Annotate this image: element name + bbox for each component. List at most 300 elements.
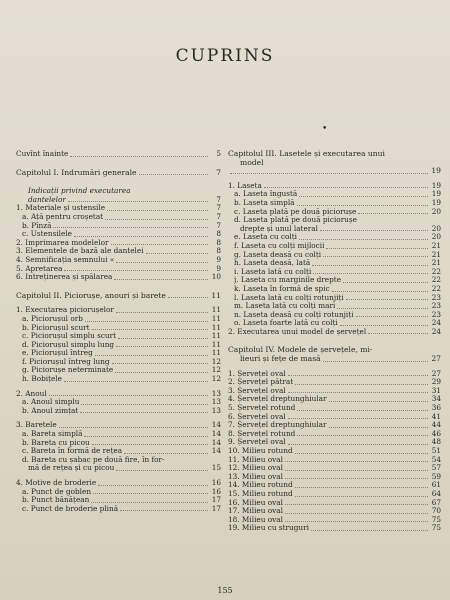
- toc-page-number: 10: [211, 272, 221, 282]
- toc-entry-title: a. Piciorușul orb: [22, 314, 83, 323]
- toc-entry-title: 2. Imprimarea modelelor: [16, 238, 109, 247]
- dot-leader: [295, 453, 428, 454]
- dot-leader: [356, 316, 428, 317]
- toc-entry-title: 5. Apretarea: [16, 264, 63, 273]
- toc-entry-title: 1. Executarea piciorușelor: [16, 306, 114, 315]
- dot-leader: [64, 270, 208, 271]
- dot-leader: [323, 256, 428, 257]
- dot-leader: [358, 213, 428, 214]
- dot-leader: [230, 173, 428, 174]
- toc-entry: [228, 430, 441, 439]
- dot-leader: [320, 230, 428, 231]
- toc-entry-title: 13. Milieu oval: [228, 472, 283, 481]
- toc-entry: [16, 407, 221, 416]
- toc-page-number: 61: [431, 480, 441, 490]
- toc-page-number: 19: [431, 197, 441, 207]
- dot-leader: [299, 239, 428, 240]
- toc-entry-title: 7. Șervețel dreptunghiular: [228, 421, 327, 430]
- toc-entry-title: b. Punct bănățean: [22, 496, 90, 505]
- toc-entry: [16, 439, 221, 448]
- toc-entry-title: Cuvînt înainte: [16, 150, 69, 158]
- toc-entry: [16, 247, 221, 256]
- toc-entry-title: Capitolul II. Piciorușe, anouri și barete: [16, 291, 166, 300]
- toc-page-number: 34: [431, 394, 441, 404]
- toc-entry-title: model: [240, 158, 264, 167]
- toc-entry: [228, 499, 441, 508]
- toc-entry: [228, 159, 441, 168]
- toc-right-column: [228, 150, 441, 533]
- dot-leader: [326, 248, 428, 249]
- toc-page-number: 11: [211, 331, 221, 341]
- toc-entry: [16, 349, 221, 358]
- toc-page-number: 51: [431, 446, 441, 455]
- toc-entry-title: 4. Șervețel dreptunghiular: [228, 395, 327, 404]
- toc-entry-title: g. Laseta deasă cu colți: [234, 250, 322, 259]
- toc-entry-title: f. Piciorușul întreg lung: [22, 357, 110, 366]
- toc-left-column: [16, 150, 221, 513]
- toc-page-number: 7: [216, 194, 221, 204]
- dot-leader: [288, 375, 428, 376]
- toc-entry-title: 4. Semnificația semnului «: [16, 255, 115, 264]
- page-speck: •: [322, 124, 328, 134]
- toc-page-number: 13: [211, 397, 221, 407]
- toc-entry-title: 3. Baretele: [16, 421, 57, 430]
- toc-entry-title: a. Laseta îngustă: [234, 190, 298, 199]
- dot-leader: [329, 401, 429, 402]
- dot-leader: [68, 201, 208, 202]
- dot-leader: [285, 504, 428, 505]
- toc-entry-title: 11. Milieu oval: [228, 455, 283, 464]
- toc-entry: [228, 150, 441, 159]
- toc-entry-title: h. Laseta deasă, lată: [234, 259, 311, 268]
- toc-page-number: 31: [431, 385, 441, 395]
- toc-entry: [228, 225, 441, 234]
- toc-entry-title: f. Laseta cu colți mijlocii: [234, 241, 325, 250]
- toc-entry-title: l. Laseta lată cu colți rotunjiți: [234, 293, 344, 302]
- toc-page-number: 11: [211, 305, 221, 315]
- toc-entry-title: mă de rețea și cu picou: [28, 464, 115, 473]
- toc-entry-title: i. Laseta lată cu colți: [234, 267, 312, 276]
- toc-page-number: 24: [431, 326, 441, 336]
- toc-entry: [16, 196, 221, 205]
- dot-leader: [93, 493, 208, 494]
- toc-entry: [16, 421, 221, 430]
- toc-entry: [228, 216, 441, 225]
- toc-entry: [16, 479, 221, 488]
- toc-page-number: 23: [431, 292, 441, 302]
- toc-entry-title: 14. Milieu rotund: [228, 481, 293, 490]
- toc-entry-title: drepte și unul lateral: [240, 224, 318, 233]
- toc-page-number: 11: [211, 348, 221, 358]
- toc-page-number: 12: [211, 374, 221, 384]
- toc-entry-title: c. Ustensilele: [22, 230, 72, 239]
- toc-entry-title: 17. Milieu oval: [228, 507, 283, 516]
- dot-leader: [288, 444, 428, 445]
- toc-entry: [228, 355, 441, 364]
- toc-entry: [228, 311, 441, 320]
- dot-leader: [115, 372, 208, 373]
- dot-leader: [81, 404, 208, 405]
- toc-entry-title: a. Punct de goblen: [22, 487, 92, 496]
- toc-page-number: 23: [431, 309, 441, 319]
- dot-leader: [288, 418, 428, 419]
- dot-leader: [64, 381, 208, 382]
- toc-page-number: 20: [431, 206, 441, 216]
- toc-entry: [16, 150, 221, 159]
- toc-entry: [16, 169, 221, 178]
- toc-entry: [228, 268, 441, 277]
- toc-page-number: 46: [431, 428, 441, 438]
- dot-leader: [49, 395, 208, 396]
- dot-leader: [111, 244, 209, 245]
- toc-page-number: 75: [431, 514, 441, 524]
- toc-entry: [16, 505, 221, 514]
- toc-entry: [228, 328, 441, 337]
- toc-entry: [16, 204, 221, 213]
- toc-entry: [16, 464, 221, 473]
- dot-leader: [295, 384, 428, 385]
- dot-leader: [337, 308, 428, 309]
- toc-page-number: 24: [431, 318, 441, 328]
- toc-entry-title: a. Anoul simplu: [22, 398, 80, 407]
- toc-page-number: 9: [216, 254, 221, 264]
- toc-page-number: 15: [211, 463, 221, 473]
- toc-entry: [228, 167, 441, 176]
- toc-entry-title: Indicații privind executarea: [28, 187, 131, 196]
- toc-page-number: 11: [211, 322, 221, 332]
- toc-page-number: 16: [211, 486, 221, 496]
- toc-entry-title: 9. Șervețel oval: [228, 438, 286, 447]
- dot-leader: [168, 297, 208, 298]
- dot-leader: [114, 279, 208, 280]
- toc-entry-title: 2. Executarea unui model de șervețel: [228, 327, 367, 336]
- toc-page-number: 67: [431, 497, 441, 507]
- toc-entry: [228, 259, 441, 268]
- toc-entry: [16, 456, 221, 465]
- dot-leader: [340, 325, 428, 326]
- dot-leader: [85, 321, 208, 322]
- toc-page-number: 9: [216, 263, 221, 273]
- dot-leader: [116, 312, 208, 313]
- toc-entry-title: 5. Șervețel rotund: [228, 404, 296, 413]
- toc-entry: [228, 199, 441, 208]
- toc-entry-title: 12. Milieu oval: [228, 464, 283, 473]
- toc-page-number: 19: [431, 189, 441, 199]
- toc-entry-title: 1. Laseta: [228, 181, 262, 190]
- toc-page-number: 7: [216, 203, 221, 213]
- toc-entry: [16, 390, 221, 399]
- toc-page-number: 23: [431, 301, 441, 311]
- toc-page-number: 19: [431, 180, 441, 190]
- toc-page-number: 19: [431, 166, 441, 176]
- toc-entry-title: o. Laseta foarte lată cu colți: [234, 319, 338, 328]
- toc-page-number: 7: [216, 211, 221, 221]
- toc-entry: [228, 294, 441, 303]
- dot-leader: [323, 361, 428, 362]
- toc-page-number: 7: [216, 220, 221, 230]
- toc-entry-title: Capitolul III. Lasetele și executarea unui: [228, 150, 385, 158]
- toc-page-number: 57: [431, 463, 441, 473]
- toc-page-number: 8: [216, 246, 221, 256]
- toc-page-number: 13: [211, 405, 221, 415]
- toc-entry-title: e. Laseta cu colți: [234, 233, 298, 242]
- dot-leader: [285, 521, 428, 522]
- toc-page-number: 11: [211, 313, 221, 323]
- toc-entry-title: g. Piciorușe neterminate: [22, 366, 114, 375]
- dot-leader: [95, 355, 208, 356]
- dot-leader: [297, 410, 428, 411]
- toc-page-number: 27: [431, 368, 441, 378]
- toc-page-number: 7: [216, 167, 221, 177]
- dot-leader: [74, 236, 208, 237]
- dot-leader: [295, 496, 428, 497]
- toc-entry: [228, 276, 441, 285]
- dot-leader: [297, 205, 428, 206]
- toc-entry: [16, 430, 221, 439]
- toc-entry-title: 1. Materiale și ustensile: [16, 204, 106, 213]
- toc-entry-title: b. Piciorușul scurt: [22, 323, 90, 332]
- toc-page-number: 54: [431, 454, 441, 464]
- toc-entry-title: b. Laseta simplă: [234, 198, 295, 207]
- toc-page-number: 17: [211, 495, 221, 505]
- toc-entry: [228, 481, 441, 490]
- toc-entry-title: a. Ață pentru croșetat: [22, 212, 104, 221]
- toc-entry-title: c. Bareta în formă de rețea: [22, 447, 123, 456]
- toc-page-number: 16: [211, 478, 221, 487]
- toc-page-number: 20: [431, 232, 441, 242]
- dot-leader: [285, 470, 428, 471]
- toc-page-number: 11: [211, 290, 221, 300]
- toc-entry-title: 4. Motive de broderie: [16, 479, 97, 487]
- toc-entry-title: n. Laseta deasă cu colți rotunjiți: [234, 310, 354, 319]
- toc-entry: [228, 456, 441, 465]
- dot-leader: [92, 444, 208, 445]
- dot-leader: [368, 333, 428, 334]
- toc-entry-title: b. Bareta cu picou: [22, 438, 90, 447]
- toc-entry: [16, 375, 221, 384]
- toc-entry: [16, 239, 221, 248]
- toc-entry-title: c. Piciorușul simplu scurt: [22, 332, 117, 341]
- dot-leader: [299, 196, 428, 197]
- toc-page-number: 21: [431, 240, 441, 250]
- toc-entry-title: c. Laseta plată pe două piciorușe: [234, 207, 357, 216]
- dot-leader: [92, 329, 208, 330]
- toc-entry: [228, 387, 441, 396]
- toc-page-number: 12: [211, 365, 221, 375]
- toc-entry-title: lieuri și fețe de masă: [240, 355, 321, 364]
- toc-entry-title: m. Laseta lată cu colți mari: [234, 302, 336, 311]
- toc-entry-title: 3. Elementele de bază ale dantelei: [16, 247, 144, 256]
- toc-entry: [228, 438, 441, 447]
- toc-page-number: 59: [431, 471, 441, 481]
- dot-leader: [98, 485, 208, 486]
- toc-entry: [228, 208, 441, 217]
- toc-entry: [228, 242, 441, 251]
- toc-entry: [228, 233, 441, 242]
- toc-entry-title: d. Piciorușul simplu lung: [22, 340, 115, 349]
- toc-entry: [16, 332, 221, 341]
- toc-entry: [228, 319, 441, 328]
- toc-page-number: 70: [431, 506, 441, 516]
- toc-entry: [16, 366, 221, 375]
- toc-entry-title: dantelelor: [28, 195, 66, 204]
- page-number: 155: [217, 586, 233, 595]
- toc-entry-title: b. Pînză: [22, 221, 52, 230]
- toc-entry-title: 16. Milieu oval: [228, 498, 283, 507]
- toc-entry: [16, 324, 221, 333]
- dot-leader: [139, 174, 208, 175]
- toc-entry-title: 10. Milieu rotund: [228, 447, 293, 455]
- dot-leader: [146, 253, 208, 254]
- toc-entry: [228, 346, 441, 355]
- toc-page-number: 20: [431, 223, 441, 233]
- dot-leader: [295, 487, 428, 488]
- toc-entry: [228, 285, 441, 294]
- dot-leader: [343, 282, 428, 283]
- dot-leader: [288, 392, 428, 393]
- toc-page-number: 48: [431, 437, 441, 447]
- toc-entry-title: a. Bareta simplă: [22, 430, 83, 439]
- toc-page-number: 44: [431, 420, 441, 430]
- toc-entry: [16, 447, 221, 456]
- toc-page-number: 64: [431, 488, 441, 498]
- toc-entry: [16, 496, 221, 505]
- toc-entry: [16, 187, 221, 196]
- toc-page-number: 22: [431, 266, 441, 276]
- toc-page-number: 41: [431, 411, 441, 421]
- toc-entry-title: 2. Anoul: [16, 389, 47, 398]
- dot-leader: [285, 478, 428, 479]
- toc-entry-title: e. Piciorușul întreg: [22, 349, 93, 358]
- toc-page-number: 36: [431, 403, 441, 413]
- toc-page-number: 8: [216, 237, 221, 247]
- dot-leader: [70, 156, 208, 157]
- toc-entry: [16, 265, 221, 274]
- toc-entry-title: d. Laseta plată pe două piciorușe: [234, 216, 357, 225]
- toc-page-number: 21: [431, 258, 441, 268]
- toc-page-number: 5: [216, 149, 221, 158]
- dot-leader: [112, 363, 208, 364]
- toc-page-number: 22: [431, 283, 441, 293]
- toc-entry-title: k. Laseta în formă de spic: [234, 284, 330, 293]
- dot-leader: [116, 470, 208, 471]
- dot-leader: [329, 427, 429, 428]
- toc-entry: [228, 507, 441, 516]
- toc-entry-title: b. Anoul zimțat: [22, 406, 79, 415]
- toc-entry: [228, 395, 441, 404]
- toc-page-number: 14: [211, 437, 221, 447]
- dot-leader: [124, 453, 208, 454]
- toc-page-number: 11: [211, 339, 221, 349]
- dot-leader: [107, 210, 208, 211]
- dot-leader: [105, 219, 208, 220]
- toc-entry-title: c. Punct de broderie plină: [22, 504, 119, 513]
- toc-entry: [228, 421, 441, 430]
- toc-page-number: 29: [431, 377, 441, 387]
- toc-entry: [16, 315, 221, 324]
- toc-entry: [228, 490, 441, 499]
- toc-page-number: 75: [431, 523, 441, 533]
- toc-entry-title: 2. Șervețel pătrat: [228, 378, 294, 387]
- toc-entry-title: 6. Întreținerea și spălarea: [16, 273, 113, 282]
- toc-entry: [16, 213, 221, 222]
- toc-page-number: 14: [211, 420, 221, 430]
- toc-entry-title: d. Bareta cu șabac pe două fire, în for-: [22, 455, 165, 464]
- toc-page-number: 17: [211, 503, 221, 513]
- toc-entry: [228, 447, 441, 456]
- toc-entry: [16, 358, 221, 367]
- dot-leader: [91, 502, 208, 503]
- toc-entry: [228, 182, 441, 191]
- dot-leader: [53, 227, 208, 228]
- toc-entry: [228, 413, 441, 422]
- toc-entry: [16, 256, 221, 265]
- toc-entry: [16, 306, 221, 315]
- toc-entry-title: Capitolul I. Îndrumări generale: [16, 168, 137, 177]
- dot-leader: [312, 265, 428, 266]
- toc-entry: [16, 230, 221, 239]
- dot-leader: [84, 436, 208, 437]
- toc-entry-title: j. Laseta cu marginile drepte: [234, 276, 342, 285]
- toc-entry: [228, 302, 441, 311]
- dot-leader: [311, 530, 428, 531]
- toc-entry: [228, 516, 441, 525]
- toc-entry: [228, 378, 441, 387]
- toc-page-number: 22: [431, 275, 441, 285]
- toc-entry: [16, 292, 221, 301]
- dot-leader: [332, 291, 428, 292]
- toc-entry: [228, 473, 441, 482]
- page-title: CUPRINS: [175, 46, 275, 66]
- dot-leader: [285, 513, 428, 514]
- toc-entry: [228, 404, 441, 413]
- dot-leader: [264, 187, 428, 188]
- toc-entry: [16, 222, 221, 231]
- toc-entry-title: h. Bobițele: [22, 375, 63, 384]
- dot-leader: [297, 435, 428, 436]
- dot-leader: [116, 346, 208, 347]
- toc-entry: [228, 464, 441, 473]
- toc-entry-title: 3. Șervețel oval: [228, 386, 286, 395]
- dot-leader: [313, 273, 428, 274]
- toc-page-number: 14: [211, 446, 221, 456]
- toc-entry: [228, 370, 441, 379]
- toc-entry-title: 8. Șervețel rotund: [228, 429, 296, 438]
- dot-leader: [80, 412, 208, 413]
- toc-entry-title: 15. Milieu rotund: [228, 489, 293, 498]
- dot-leader: [285, 461, 428, 462]
- toc-entry-title: 19. Milieu cu struguri: [228, 524, 309, 533]
- toc-entry-title: 18. Milieu oval: [228, 515, 283, 524]
- toc-page-number: 12: [211, 356, 221, 366]
- toc-entry: [16, 273, 221, 282]
- toc-page-number: 14: [211, 429, 221, 439]
- dot-leader: [346, 299, 428, 300]
- dot-leader: [118, 338, 208, 339]
- toc-page-number: 13: [211, 388, 221, 398]
- toc-page-number: 21: [431, 249, 441, 259]
- dot-leader: [116, 262, 208, 263]
- toc-page-number: 27: [431, 354, 441, 364]
- toc-entry: [16, 341, 221, 350]
- toc-page-number: 8: [216, 229, 221, 239]
- toc-entry: [228, 524, 441, 533]
- toc-entry: [228, 251, 441, 260]
- toc-entry-title: Capitolul IV. Modele de șervețele, mi-: [228, 346, 373, 355]
- toc-entry-title: 6. Șervețel oval: [228, 412, 286, 421]
- toc-entry: [228, 190, 441, 199]
- dot-leader: [120, 510, 208, 511]
